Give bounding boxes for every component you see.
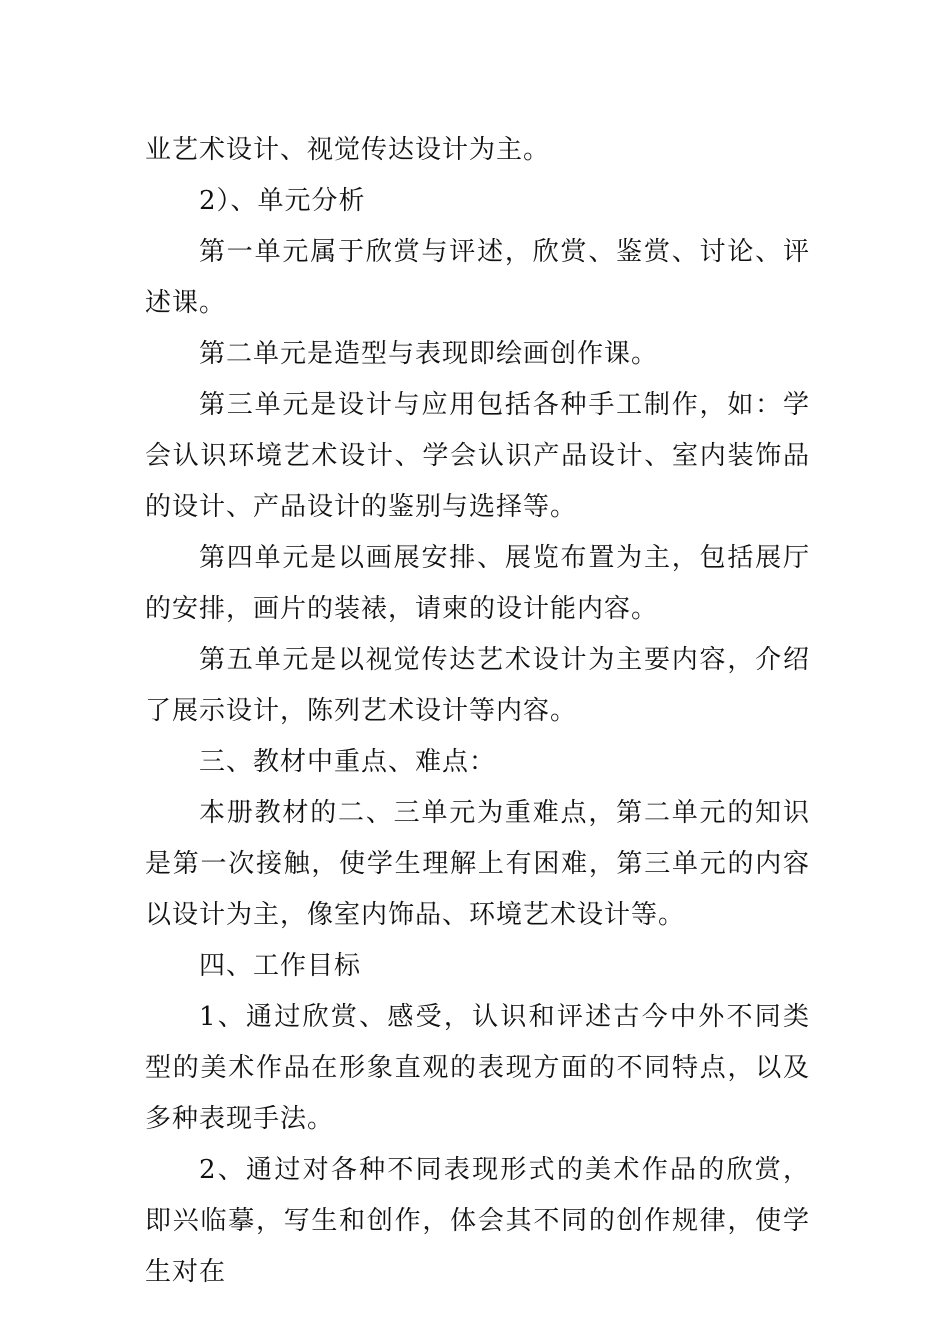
paragraph-goal-2: 2、通过对各种不同表现形式的美术作品的欣赏，即兴临摹，写生和创作，体会其不同的创作规律，使学生对在 bbox=[145, 1155, 810, 1287]
paragraph-unit-4: 第四单元是以画展安排、展览布置为主，包括展厅的安排，画片的装裱，请柬的设计能内容。 bbox=[145, 543, 810, 624]
document-body bbox=[145, 125, 810, 1298]
paragraph-unit-2: 第二单元是造型与表现即绘画创作课。 bbox=[199, 339, 659, 369]
paragraph-continuation: 业艺术设计、视觉传达设计为主。 bbox=[145, 135, 551, 165]
paragraph-key-points: 本册教材的二、三单元为重难点，第二单元的知识是第一次接触，使学生理解上有困难，第三单元的内容以设计为主，像室内饰品、环境艺术设计等。 bbox=[145, 798, 810, 930]
paragraph-unit-5: 第五单元是以视觉传达艺术设计为主要内容，介绍了展示设计，陈列艺术设计等内容。 bbox=[145, 645, 810, 726]
section-heading-goals: 四、工作目标 bbox=[199, 951, 362, 981]
section-heading-key-points: 三、教材中重点、难点： bbox=[199, 747, 497, 777]
paragraph-unit-analysis-heading: 2）、单元分析 bbox=[199, 186, 366, 216]
paragraph-unit-3: 第三单元是设计与应用包括各种手工制作，如：学会认识环境艺术设计、学会认识产品设计、室内装饰品的设计、产品设计的鉴别与选择等。 bbox=[145, 390, 810, 522]
paragraph-unit-1: 第一单元属于欣赏与评述，欣赏、鉴赏、讨论、评述课。 bbox=[145, 237, 810, 318]
paragraph-goal-1: 1、通过欣赏、感受，认识和评述古今中外不同类型的美术作品在形象直观的表现方面的不同特点，以及多种表现手法。 bbox=[145, 1002, 810, 1134]
